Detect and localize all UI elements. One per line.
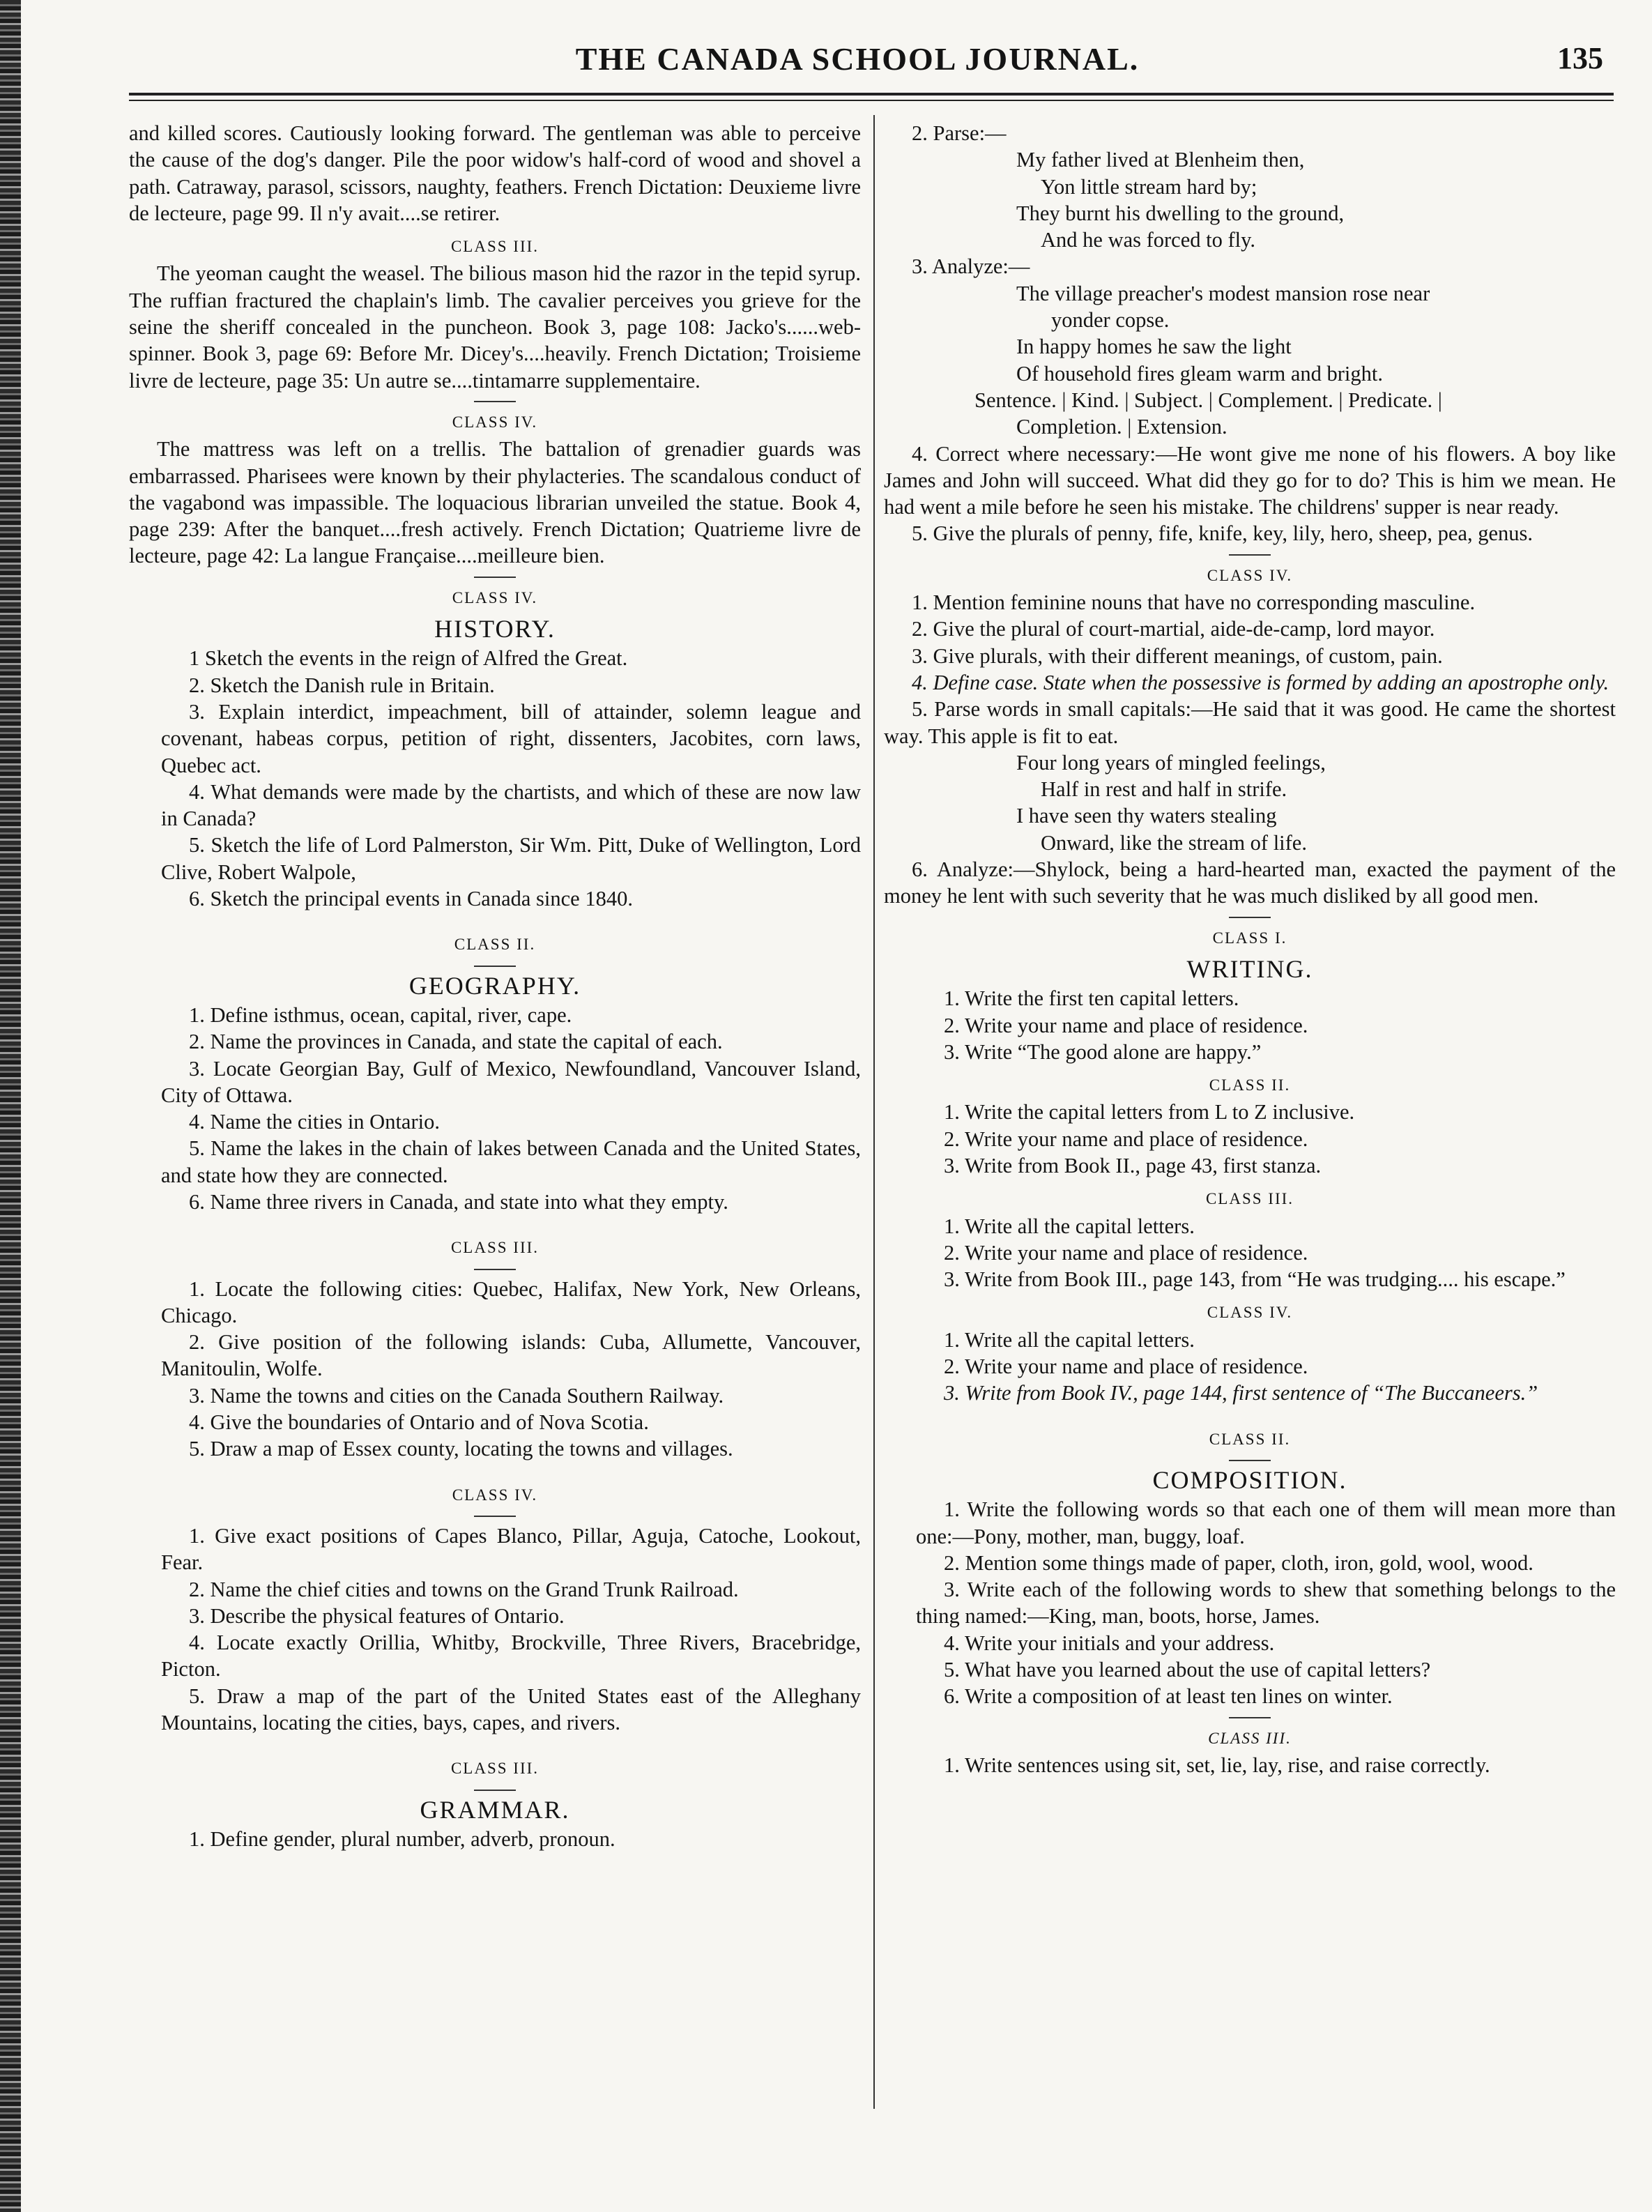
- list-item: 2. Mention some things made of paper, cloth, iron, gold, wool, wood.: [944, 1550, 1534, 1575]
- verse-line: They burnt his dwelling to the ground,: [1016, 201, 1345, 225]
- list-item: 1. Write all the capital letters.: [944, 1327, 1195, 1352]
- list-item: 5. What have you learned about the use of capital letters?: [944, 1658, 1431, 1682]
- list-item: 5. Sketch the life of Lord Palmerston, Sir Wm. Pitt, Duke of Wellington, Lord Clive, Robert Walpole,: [161, 833, 861, 884]
- section-separator: [474, 1269, 516, 1270]
- question-paragraph: 1. Mention feminine nouns that have no corresponding masculine.: [912, 590, 1476, 615]
- verse-line: Of household fires gleam warm and bright.: [1016, 361, 1383, 386]
- section-separator: [474, 401, 516, 402]
- section-class-heading: CLASS IV.: [452, 1486, 538, 1504]
- dictation-paragraph: The yeoman caught the weasel. The bilious mason hid the razor in the tepid syrup. The ruffian fractured the chaplain's limb. The cavalier perceives you grieve for the seine the sheriff concealed in the puncheon. Book 3, page 108: Jacko's......web-spinner. Book 3, page 69: Before Mr. Dicey's....heavily. French Dictation; Troisieme livre de lecteure, page 35: Un autre se....tintamarre supplementaire.: [129, 261, 861, 392]
- list-item: 2. Name the provinces in Canada, and state the capital of each.: [189, 1030, 723, 1054]
- list-item: 3. Write “The good alone are happy.”: [944, 1039, 1262, 1064]
- list-item: 5. Draw a map of Essex county, locating the towns and villages.: [189, 1437, 733, 1461]
- page-number: 135: [1557, 41, 1603, 75]
- list-item: 4. Locate exactly Orillia, Whitby, Brockville, Three Rivers, Bracebridge, Picton.: [161, 1631, 861, 1681]
- list-item: 4. Write your initials and your address.: [944, 1631, 1275, 1655]
- section-separator: [1229, 1460, 1271, 1461]
- list-item: 3. Write from Book II., page 43, first stanza.: [944, 1153, 1322, 1177]
- continued-paragraph: and killed scores. Cautiously looking forward. The gentleman was able to perceive the cause of the dog's danger. Pile the poor widow's half-cord of wood and shovel a path. Catraway, parasol, scissors, naughty, feathers. French Dictation: Deuxieme livre de lecteure, page 99. Il n'y avait....se retirer.: [129, 121, 861, 225]
- verse-line: And he was forced to fly.: [1041, 228, 1256, 252]
- list-item: 1. Define isthmus, ocean, capital, river, cape.: [189, 1002, 572, 1027]
- section-separator: [474, 966, 516, 967]
- question-paragraph: 3. Give plurals, with their different meanings, of custom, pain.: [912, 643, 1443, 668]
- section-class-heading: CLASS III.: [450, 1239, 540, 1257]
- left-column: [129, 120, 861, 1852]
- section-separator: [1229, 1717, 1271, 1718]
- verse-line: yonder copse.: [1051, 308, 1170, 333]
- list-item: 5. Name the lakes in the chain of lakes between Canada and the United States, and state how they are connected.: [161, 1136, 861, 1187]
- list-item: 4. Give the boundaries of Ontario and of Nova Scotia.: [189, 1410, 649, 1435]
- verse-line: I have seen thy waters stealing: [1016, 804, 1277, 828]
- list-item: 2. Give position of the following islands: Cuba, Allumette, Vancouver, Manitoulin, Wolfe.: [161, 1330, 861, 1381]
- list-item: 2. Sketch the Danish rule in Britain.: [189, 673, 495, 697]
- list-item: 1 Sketch the events in the reign of Alfred the Great.: [189, 646, 628, 671]
- section-class-heading: CLASS II.: [1209, 1076, 1291, 1094]
- analysis-columns: Sentence. | Kind. | Subject. | Complement. | Predicate. |: [974, 388, 1442, 412]
- list-item: 2. Write your name and place of residence.: [944, 1013, 1308, 1037]
- section-class-heading: CLASS IV.: [1207, 1304, 1293, 1322]
- list-item: 3. Describe the physical features of Ontario.: [189, 1603, 565, 1628]
- section-class-heading: CLASS III.: [450, 238, 540, 256]
- history-list: [129, 645, 861, 912]
- column-divider: [873, 115, 875, 2109]
- section-separator: [1229, 554, 1271, 556]
- parse-question: 2. Parse:—: [912, 121, 1007, 145]
- list-item: 3. Write from Book IV., page 144, first sentence of “The Buccaneers.”: [944, 1381, 1538, 1405]
- list-item: 1. Write all the capital letters.: [944, 1214, 1195, 1238]
- subject-title-geography: GEOGRAPHY.: [408, 971, 581, 1000]
- list-item: 6. Name three rivers in Canada, and state into what they empty.: [189, 1189, 728, 1214]
- list-item: 1. Write the following words so that each one of them will mean more than one:—Pony, mother, man, buggy, loaf.: [916, 1497, 1616, 1548]
- subject-title-history: HISTORY.: [434, 615, 556, 643]
- section-class-heading: CLASS I.: [1212, 929, 1287, 947]
- section-class-heading: CLASS III.: [1205, 1190, 1294, 1208]
- question-paragraph: 6. Analyze:—Shylock, being a hard-hearted man, exacted the payment of the money he lent with such severity that he was much disliked by all good men.: [884, 857, 1616, 908]
- verse-line: Onward, like the stream of life.: [1041, 830, 1307, 855]
- list-item: 6. Write a composition of at least ten lines on winter.: [944, 1684, 1393, 1709]
- subject-title-writing: WRITING.: [1186, 954, 1313, 983]
- list-item: 5. Draw a map of the part of the United States east of the Alleghany Mountains, locating the cities, bays, capes, and rivers.: [161, 1684, 861, 1735]
- section-class-heading: CLASS IV.: [452, 588, 538, 607]
- list-item: 2. Write your name and place of residence.: [944, 1127, 1308, 1151]
- question-paragraph: 4. Correct where necessary:—He wont give me none of his flowers. A boy like James and John will succeed. What did they go for to do? This is him we mean. He had went a mile before he seen his mistake. The childrens' supper is near ready.: [884, 441, 1616, 519]
- list-item: 1. Write the capital letters from L to Z inclusive.: [944, 1100, 1355, 1124]
- list-item: 4. What demands were made by the chartists, and which of these are now law in Canada?: [161, 779, 861, 831]
- list-item: 2. Name the chief cities and towns on the Grand Trunk Railroad.: [189, 1577, 739, 1601]
- list-item: 1. Give exact positions of Capes Blanco, Pillar, Aguja, Catoche, Lookout, Fear.: [161, 1523, 861, 1575]
- list-item: 3. Write from Book III., page 143, from “He was trudging.... his escape.”: [944, 1267, 1566, 1292]
- section-separator: [474, 1516, 516, 1517]
- list-item: 3. Explain interdict, impeachment, bill of attainder, solemn league and covenant, habeas corpus, petition of right, dissenters, Jacobites, corn laws, Quebec act.: [161, 699, 861, 777]
- right-column: [884, 120, 1616, 1778]
- section-class-heading: CLASS III.: [1208, 1729, 1292, 1747]
- list-item: 1. Write the first ten capital letters.: [944, 986, 1239, 1011]
- list-item: 1. Locate the following cities: Quebec, Halifax, New York, New Orleans, Chicago.: [161, 1276, 861, 1327]
- section-class-heading: CLASS III.: [450, 1760, 540, 1778]
- question-paragraph: 2. Give the plural of court-martial, aide-de-camp, lord mayor.: [912, 617, 1435, 641]
- scan-binding-edge: [0, 0, 21, 2212]
- verse-line: The village preacher's modest mansion rose near: [1016, 281, 1430, 305]
- header-rule-thin: [129, 100, 1614, 101]
- geography-class4-list: [129, 1523, 861, 1736]
- list-item: 4. Name the cities in Ontario.: [189, 1110, 440, 1134]
- dictation-paragraph: The mattress was left on a trellis. The battalion of grenadier guards was embarrassed. Pharisees were known by their phylacteries. The scandalous conduct of the vagabond was impassible. The loquacious librarian unveiled the statue. Book 4, page 239: After the banquet....fresh actively. French Dictation; Quatrieme livre de lecteure, page 42: La langue Française....meilleure bien.: [129, 437, 861, 568]
- section-class-heading: CLASS II.: [1209, 1430, 1291, 1448]
- list-item: 3. Write each of the following words to shew that something belongs to the thing named:—King, man, boots, horse, James.: [916, 1578, 1616, 1629]
- section-class-heading: CLASS IV.: [452, 413, 538, 431]
- list-item: 6. Sketch the principal events in Canada since 1840.: [189, 887, 633, 911]
- list-item: 2. Write your name and place of residence.: [944, 1240, 1308, 1265]
- geography-class2-list: [129, 1002, 861, 1215]
- verse-line: Four long years of mingled feelings,: [1016, 750, 1326, 775]
- journal-title: THE CANADA SCHOOL JOURNAL.: [575, 41, 1140, 77]
- subject-title-composition: COMPOSITION.: [1152, 1465, 1347, 1494]
- question-paragraph: 5. Parse words in small capitals:—He said that it was good. He came the shortest way. This apple is fit to eat.: [884, 697, 1616, 748]
- section-class-heading: CLASS IV.: [1207, 566, 1293, 584]
- verse-line: My father lived at Blenheim then,: [1016, 148, 1305, 172]
- section-separator: [474, 577, 516, 578]
- section-class-heading: CLASS II.: [454, 936, 536, 954]
- question-paragraph: 4. Define case. State when the possessive is formed by adding an apostrophe only.: [912, 670, 1609, 694]
- section-separator: [474, 1790, 516, 1791]
- question-paragraph: 5. Give the plurals of penny, fife, knife, key, lily, hero, sheep, pea, genus.: [912, 521, 1534, 546]
- list-item: 2. Write your name and place of residence.: [944, 1355, 1308, 1379]
- verse-line: In happy homes he saw the light: [1016, 335, 1292, 359]
- analyze-question: 3. Analyze:—: [912, 254, 1030, 279]
- list-item: 3. Name the towns and cities on the Canada Southern Railway.: [189, 1383, 724, 1408]
- list-item: 1. Write sentences using sit, set, lie, lay, rise, and raise correctly.: [944, 1753, 1490, 1777]
- section-separator: [1229, 917, 1271, 918]
- list-item: 3. Locate Georgian Bay, Gulf of Mexico, Newfoundland, Vancouver Island, City of Ottawa.: [161, 1056, 861, 1107]
- verse-line: Half in rest and half in strife.: [1041, 777, 1287, 802]
- page-header: [112, 40, 1603, 89]
- header-rule-thick: [129, 93, 1614, 96]
- geography-class3-list: [129, 1276, 861, 1463]
- list-item: 1. Define gender, plural number, adverb, pronoun.: [189, 1826, 615, 1851]
- verse-line: Yon little stream hard by;: [1041, 174, 1257, 199]
- subject-title-grammar: GRAMMAR.: [420, 1795, 570, 1824]
- analysis-columns: Completion. | Extension.: [1016, 415, 1227, 439]
